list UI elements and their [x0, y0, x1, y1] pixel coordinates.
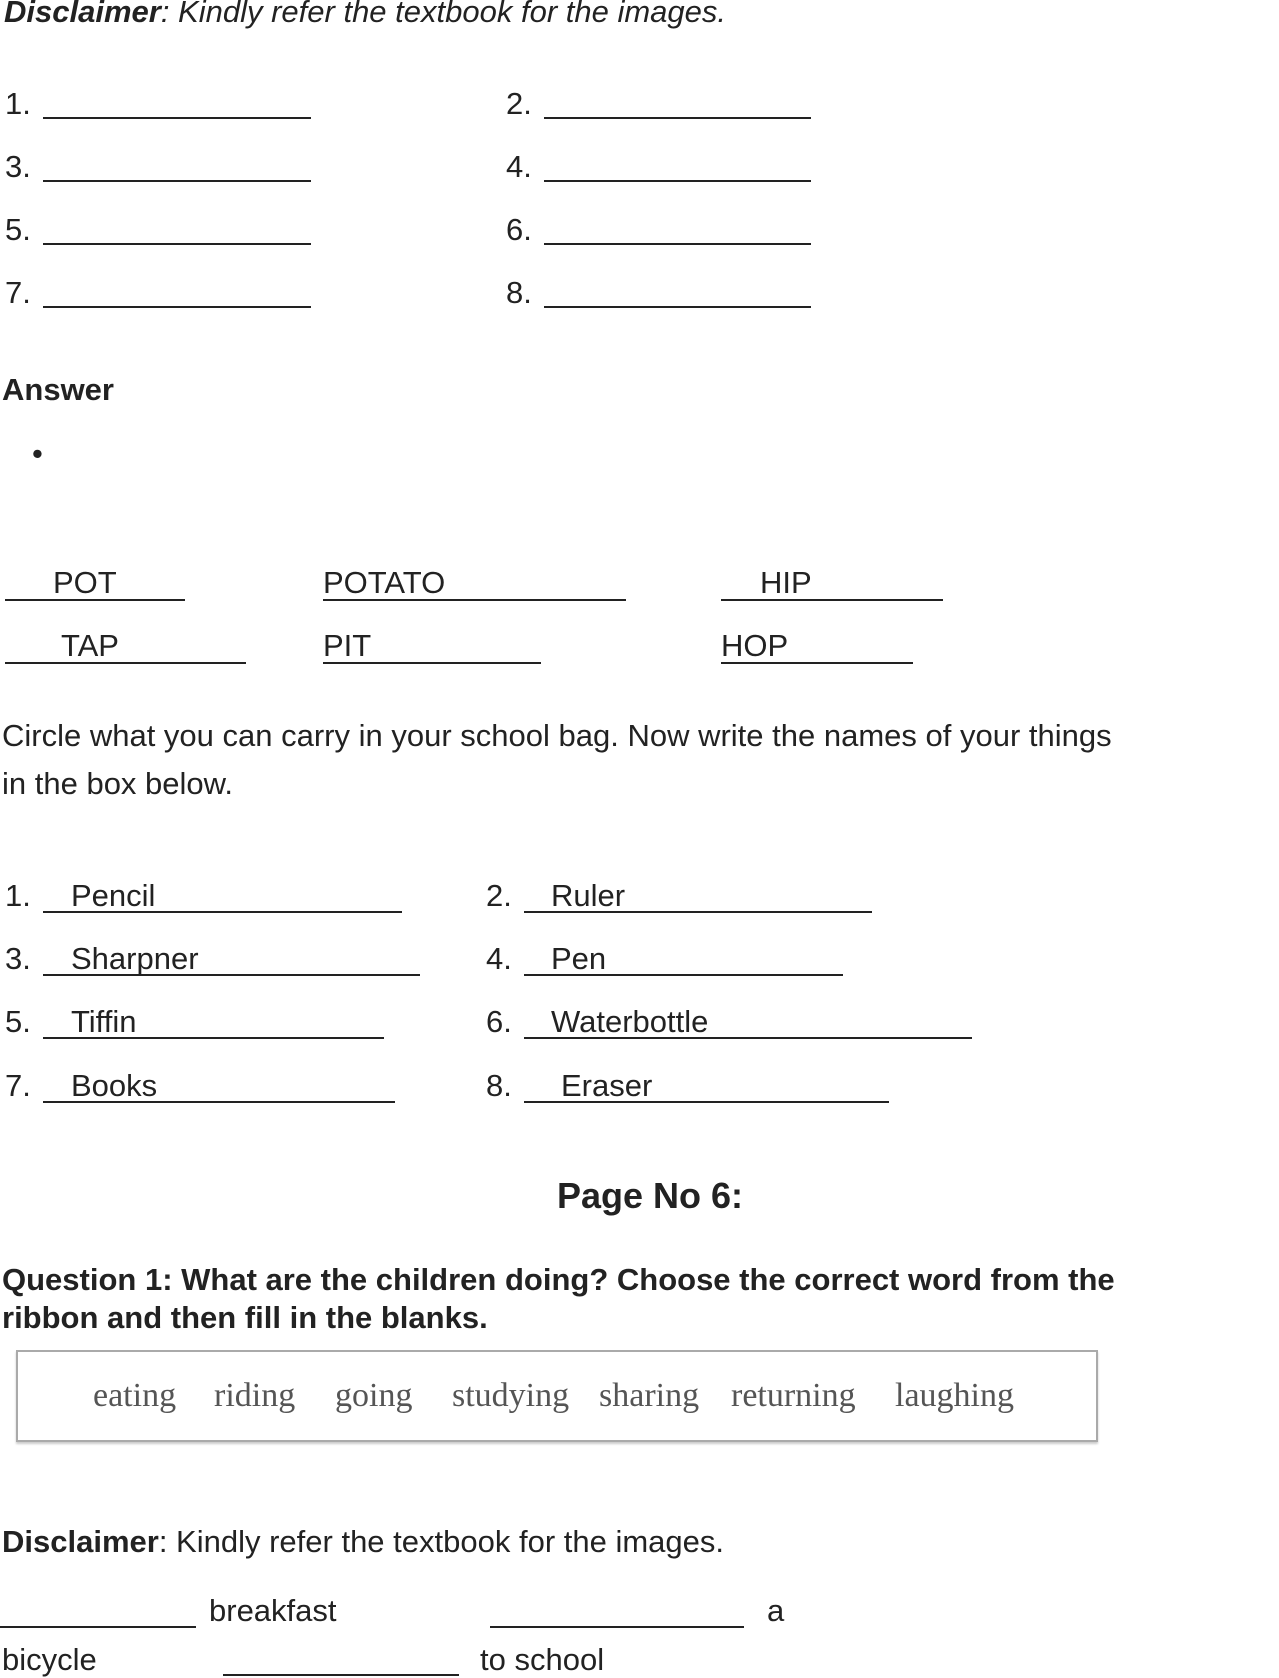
- instruction-line-1: Circle what you can carry in your school bag. Now write the names of your things: [2, 718, 1112, 753]
- bullet: •: [32, 436, 43, 471]
- instruction-line-2: in the box below.: [2, 766, 233, 801]
- item-value: Sharpner: [71, 941, 199, 976]
- blank-line[interactable]: [544, 180, 811, 182]
- blank-line[interactable]: [43, 243, 311, 245]
- item-line: [43, 911, 402, 913]
- ribbon-word: going: [335, 1377, 413, 1414]
- blank-number: 6.: [506, 212, 532, 247]
- fill-blank[interactable]: [0, 1626, 196, 1628]
- blank-number: 8.: [506, 275, 532, 310]
- item-line: [524, 1037, 972, 1039]
- item-number: 1.: [5, 878, 31, 913]
- item-value: Tiffin: [71, 1004, 137, 1039]
- disclaimer-bottom: [2, 1524, 724, 1560]
- item-line: [524, 911, 872, 913]
- ribbon-word: eating: [93, 1377, 177, 1414]
- word-hop: HOP: [721, 628, 789, 663]
- item-value: Eraser: [561, 1068, 653, 1103]
- item-number: 3.: [5, 941, 31, 976]
- item-number: 2.: [486, 878, 512, 913]
- word-pot: POT: [53, 565, 117, 600]
- item-value: Books: [71, 1068, 158, 1103]
- item-line: [43, 1037, 384, 1039]
- item-line: [43, 974, 420, 976]
- ribbon-word: laughing: [895, 1377, 1014, 1414]
- item-number: 5.: [5, 1004, 31, 1039]
- item-number: 6.: [486, 1004, 512, 1039]
- item-value: Pencil: [71, 878, 156, 913]
- ribbon-word: studying: [452, 1377, 570, 1414]
- blank-number: 1.: [5, 86, 31, 121]
- blank-number: 5.: [5, 212, 31, 247]
- question-line-2: ribbon and then fill in the blanks.: [2, 1300, 488, 1335]
- page-heading: Page No 6:: [556, 1175, 744, 1216]
- fill-word: a: [767, 1593, 785, 1628]
- fill-blank[interactable]: [490, 1626, 744, 1628]
- item-number: 4.: [486, 941, 512, 976]
- blank-number: 7.: [5, 275, 31, 310]
- ribbon-word: returning: [731, 1377, 856, 1414]
- blank-line[interactable]: [544, 306, 811, 308]
- ribbon-word: sharing: [599, 1377, 700, 1414]
- word-potato: POTATO: [323, 565, 446, 600]
- item-value: Pen: [551, 941, 607, 976]
- item-line: [524, 1101, 889, 1103]
- word-underline: [5, 662, 246, 664]
- blank-line[interactable]: [43, 306, 311, 308]
- answer-heading: Answer: [2, 372, 114, 407]
- word-pit: PIT: [323, 628, 372, 663]
- item-number: 8.: [486, 1068, 512, 1103]
- item-line: [524, 974, 843, 976]
- question-line-1: Question 1: What are the children doing? Choose the correct word from the: [2, 1262, 1115, 1297]
- word-underline: [323, 599, 626, 601]
- fill-blank[interactable]: [223, 1674, 459, 1676]
- item-value: Waterbottle: [551, 1004, 709, 1039]
- word-underline: [323, 662, 541, 664]
- disclaimer-text: : Kindly refer the textbook for the images.: [160, 0, 727, 29]
- ribbon-word: riding: [214, 1377, 296, 1414]
- blank-line[interactable]: [43, 180, 311, 182]
- word-underline: [721, 599, 943, 601]
- fill-word: to school: [480, 1642, 605, 1677]
- disclaimer-top: [4, 0, 726, 30]
- blank-number: 3.: [5, 149, 31, 184]
- word-underline: [721, 662, 913, 664]
- item-value: Ruler: [551, 878, 626, 913]
- fill-word: breakfast: [209, 1593, 337, 1628]
- blank-line[interactable]: [43, 117, 311, 119]
- word-tap: TAP: [61, 628, 119, 663]
- disclaimer-text: : Kindly refer the textbook for the images.: [158, 1524, 725, 1559]
- blank-line[interactable]: [544, 117, 811, 119]
- blank-number: 4.: [506, 149, 532, 184]
- disclaimer-label: Disclaimer: [2, 1524, 159, 1559]
- item-number: 7.: [5, 1068, 31, 1103]
- word-underline: [5, 599, 185, 601]
- word-hip: HIP: [760, 565, 812, 600]
- disclaimer-label: Disclaimer: [4, 0, 161, 29]
- fill-word: bicycle: [2, 1642, 97, 1677]
- blank-number: 2.: [506, 86, 532, 121]
- item-line: [43, 1101, 395, 1103]
- blank-line[interactable]: [544, 243, 811, 245]
